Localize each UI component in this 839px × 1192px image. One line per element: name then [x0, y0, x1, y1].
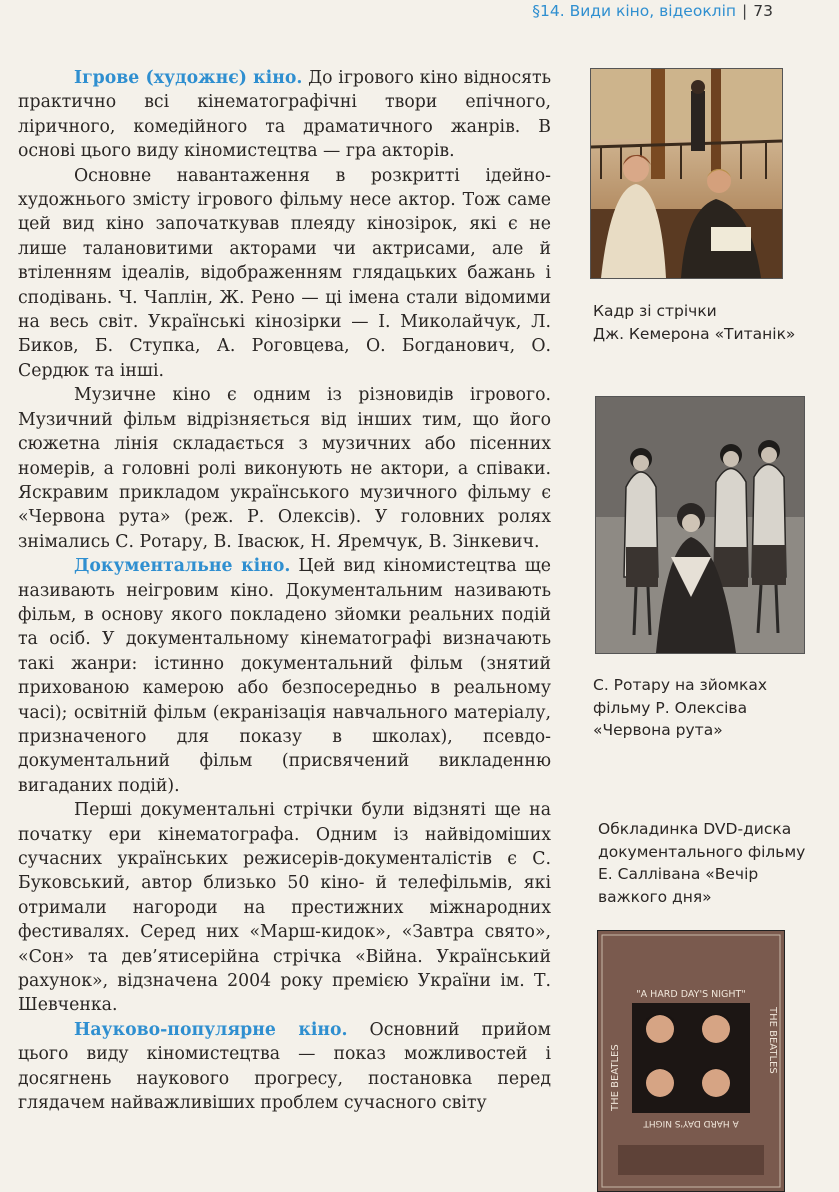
caption-line: С. Ротару на зйомках: [593, 676, 768, 694]
caption-line: фільму Р. Олексіва: [593, 698, 748, 717]
rotaru-photo-image: [595, 396, 805, 654]
dvd-cover-art: [598, 931, 784, 1191]
paragraph-feature-film: [18, 66, 551, 164]
caption-rotaru: [593, 674, 767, 742]
caption-line: документального фільму: [598, 842, 806, 861]
paragraph-documentary: [18, 554, 551, 798]
paragraph-text: Музичне кіно є одним із різновидів ігрового. Музичний фільм відрізняється від інших тим, що його сюжетна лінія складається з музичних або пісенних номерів, а головні ролі виконують не актори, а співаки. Яскравим прикладом українського музичного фільму є «Червона рута» (реж. Р. Олексів). У головних ролях знімались С. Ротару, В. Івасюк, Н. Яремчук, В. Зінкевич.: [18, 385, 551, 552]
header-separator: |: [742, 2, 748, 20]
page-number: 73: [753, 2, 773, 20]
titanic-still-image: [590, 68, 783, 279]
running-header: [532, 2, 773, 20]
term-documentary: Документальне кіно.: [74, 556, 291, 577]
paragraph-science-film: [18, 1018, 551, 1116]
dvd-cover-title-mirrored: A HARD DAY'S NIGHT: [643, 1118, 739, 1128]
term-science-film: Науково-популярне кіно.: [74, 1019, 348, 1040]
caption-line: Кадр зі стрічки: [593, 302, 717, 320]
caption-titanic: [593, 300, 795, 345]
paragraph-text: Основний прийом цього виду кіномистецтва — показ можливостей і досягнень наукового прогресу, постановка перед глядачем найважливіших проблем сучасного світу: [18, 1019, 551, 1114]
term-feature-film: Ігрове (художнє) кіно.: [74, 68, 303, 88]
caption-line: Е. Саллівана «Вечір: [598, 865, 759, 883]
caption-line: «Червона рута»: [593, 721, 723, 739]
paragraph-documentary-history: [18, 798, 551, 1018]
paragraph-text: Основне навантаження в розкритті ідейно-художнього змісту ігрового фільму несе актор. Тож саме цей вид кіно започаткував плеяду кінозірок, які є не лише талановитими акторами чи актрисами, але й втіленням ідеалів, відображенням глядацьких бажань і сподівань. Ч. Чаплін, Ж. Рено — ці імена стали відомими на весь світ. Українські кінозірки — І. Миколайчук, Л. Биков, Б. Ступка, А. Роговцева, О. Богданович, О. Сердюк та інші.: [18, 165, 551, 381]
caption-line: Обкладинка DVD-диска: [598, 820, 792, 838]
rotaru-photo-art: [596, 397, 804, 653]
dvd-cover-band-left: THE BEATLES: [610, 1044, 621, 1111]
dvd-cover-title: "A HARD DAY'S NIGHT": [636, 989, 746, 1000]
titanic-still-art: [591, 69, 782, 278]
paragraph-text: Перші документальні стрічки були відзняті ще на початку ери кінематографа. Одним із найвідоміших сучасних українських режисерів-документалістів є С. Буковський, автор близько 50 кіно- й телефільмів, які отримали нагороди на престижних міжнародних фестивалях. Серед них «Марш-кидок», «Завтра свято», «Сон» та дев’ятисерійна стрічка «Війна. Український рахунок», відзначена 2004 року премією України ім. Т. Шевченка.: [18, 800, 551, 1016]
caption-line: важкого дня»: [598, 887, 712, 906]
section-title: §14. Види кіно, відеокліп: [532, 2, 737, 20]
main-text-column: [18, 66, 551, 1115]
dvd-cover-image: [597, 930, 785, 1192]
paragraph-text: До ігрового кіно відносять практично всі кінематографічні твори епічного, ліричного, комедійного та драматичного жанрів. В основі цього виду кіномистецтва — гра акторів.: [18, 68, 551, 162]
caption-line: Дж. Кемерона «Титанік»: [593, 324, 796, 343]
paragraph-music-film: [18, 383, 551, 554]
dvd-cover-band-right: THE BEATLES: [767, 1007, 778, 1074]
caption-dvd: [598, 818, 805, 908]
paragraph-actors: [18, 164, 551, 384]
paragraph-text: Цей вид кіномистецтва ще називають неігровим кіно. Документальним називають фільм, в основу якого покладено зйомки реальних подій та осіб. У документальному кінематографі визначають такі жанри: істинно документальний фільм (знятий прихованою камерою або безпосередньо в реальному часі); освітній фільм (екранізація навчального матеріалу, призначеного для показу в школах), псевдо-документальний фільм (присвячений викладенню вигаданих подій).: [18, 556, 551, 796]
